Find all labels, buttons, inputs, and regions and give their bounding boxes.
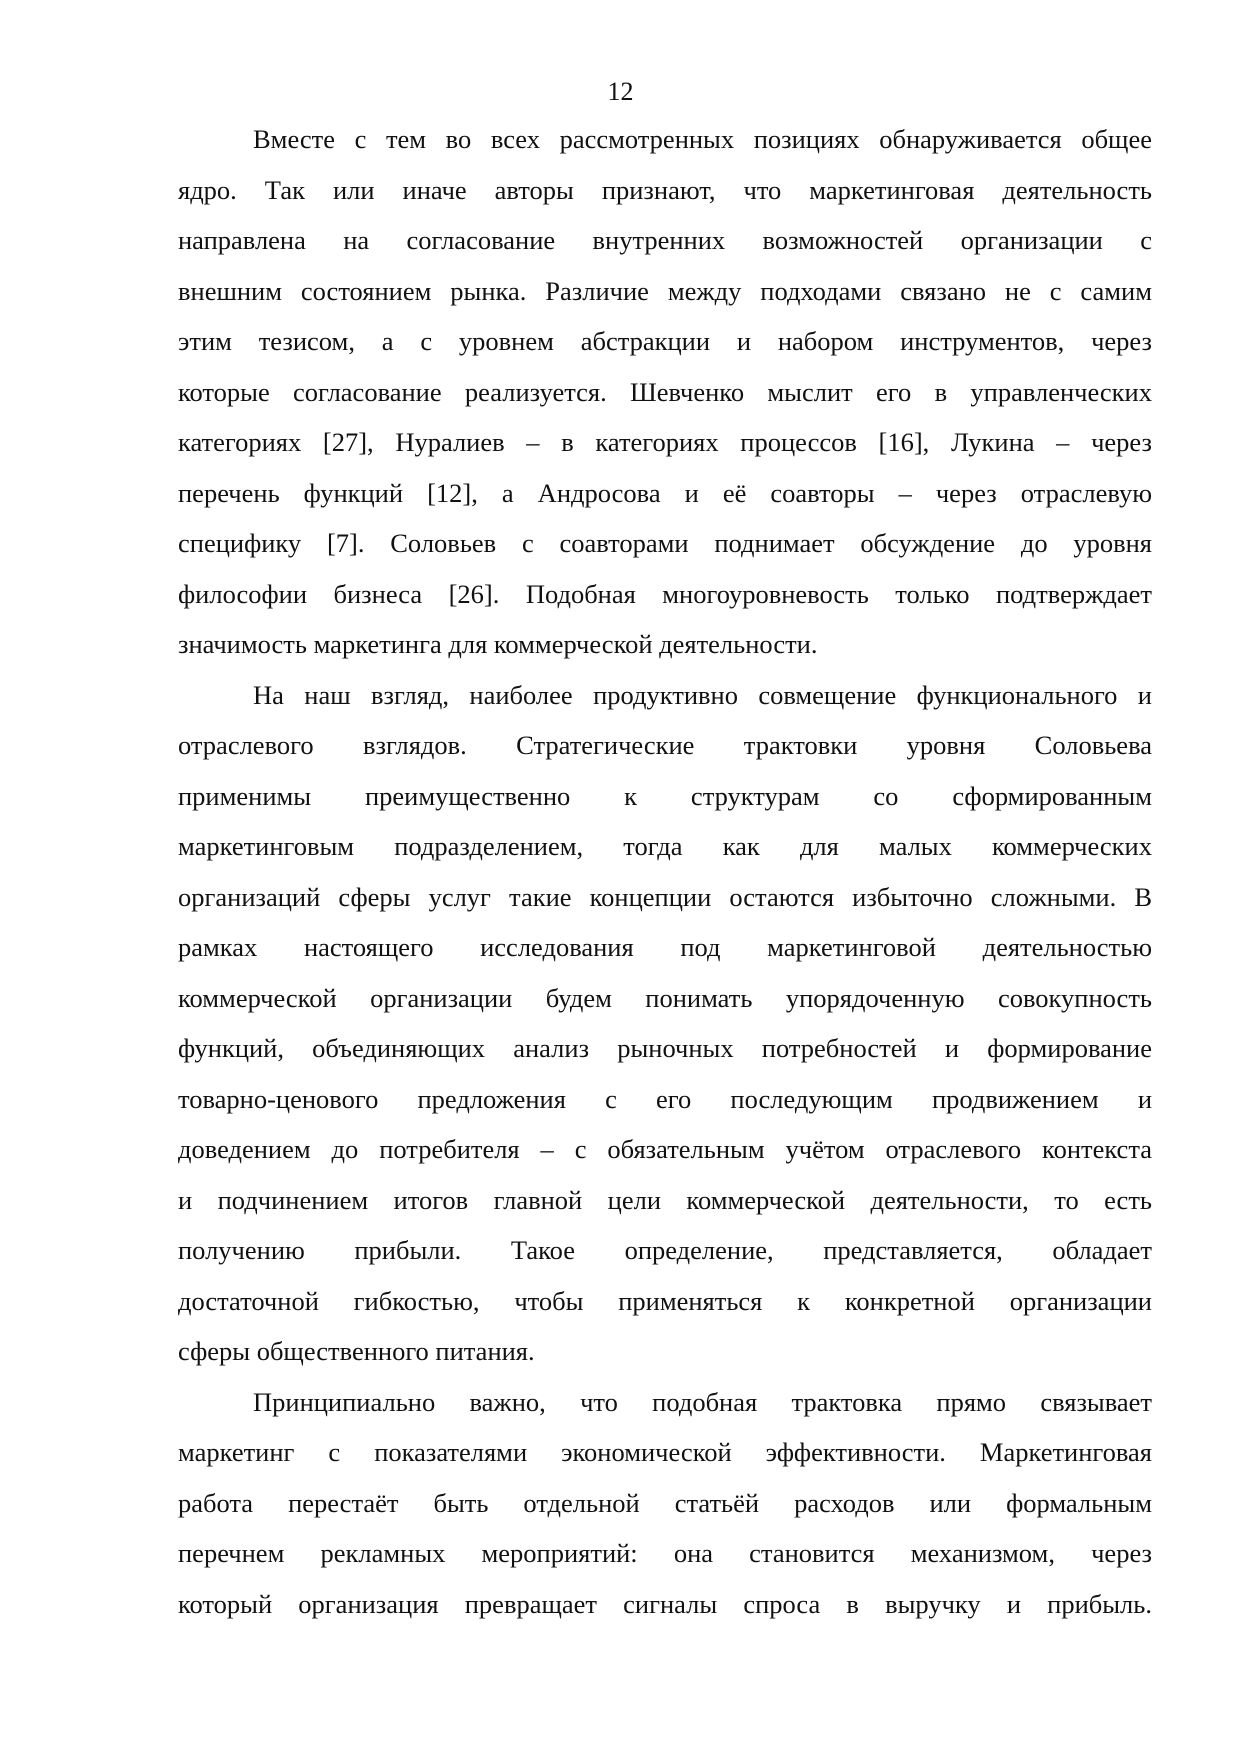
text-line: перечнем рекламных мероприятий: она становится механизмом, через	[178, 1538, 1152, 1568]
text-line: Принципиально важно, что подобная трактовка прямо связывает	[253, 1386, 1152, 1417]
text-line: организаций сферы услуг такие концепции остаются избыточно сложными. В	[178, 881, 1152, 912]
text-line: Вместе с тем во всех рассмотренных позициях обнаруживается общее	[253, 124, 1152, 154]
paragraph	[178, 1377, 1152, 1630]
text-line: направлена на согласование внутренних возможностей организации с	[178, 225, 1152, 255]
text-line: рамках настоящего исследования под маркетинговой деятельностью	[178, 932, 1152, 962]
text-line: доведением до потребителя – с обязательным учётом отраслевого контекста	[178, 1134, 1152, 1164]
text-line: который организация превращает сигналы спроса в выручку и прибыль.	[178, 1588, 1152, 1619]
text-line: товарно-ценового предложения с его последующим продвижением и	[178, 1083, 1152, 1114]
text-line: применимы преимущественно к структурам со сформированным	[178, 780, 1152, 811]
text-line: отраслевого взглядов. Стратегические трактовки уровня Соловьева	[178, 730, 1152, 760]
body-text	[178, 114, 1152, 1629]
text-line: маркетинг с показателями экономической эффективности. Маркетинговая	[178, 1437, 1152, 1467]
text-line: философии бизнеса [26]. Подобная многоуровневость только подтверждает	[178, 578, 1152, 609]
text-line: достаточной гибкостью, чтобы применяться к конкретной организации	[178, 1285, 1152, 1316]
paragraph	[178, 670, 1152, 1377]
text-line: перечень функций [12], а Андросова и её соавторы – через отраслевую	[178, 477, 1152, 508]
text-line: функций, объединяющих анализ рыночных потребностей и формирование	[178, 1033, 1152, 1063]
page-number: 12	[607, 77, 634, 106]
text-line: ядро. Так или иначе авторы признают, что маркетинговая деятельность	[178, 174, 1152, 205]
text-line: категориях [27], Нуралиев – в категориях процессов [16], Лукина – через	[178, 427, 1152, 457]
text-line: получению прибыли. Такое определение, представляется, обладает	[178, 1235, 1152, 1265]
text-line: которые согласование реализуется. Шевченко мыслит его в управленческих	[178, 376, 1152, 407]
text-line: и подчинением итогов главной цели коммерческой деятельности, то есть	[178, 1184, 1152, 1215]
text-line: значимость маркетинга для коммерческой деятельности.	[178, 629, 818, 659]
text-line: специфику [7]. Соловьев с соавторами поднимает обсуждение до уровня	[178, 528, 1152, 558]
text-line: коммерческой организации будем понимать упорядоченную совокупность	[178, 982, 1152, 1013]
text-line: внешним состоянием рынка. Различие между подходами связано не с самим	[178, 275, 1152, 306]
text-line: сферы общественного питания.	[178, 1336, 535, 1366]
paragraph	[178, 114, 1152, 670]
text-line: этим тезисом, а с уровнем абстракции и набором инструментов, через	[178, 326, 1152, 356]
text-line: работа перестаёт быть отдельной статьёй расходов или формальным	[178, 1487, 1152, 1518]
text-line: маркетинговым подразделением, тогда как для малых коммерческих	[178, 831, 1152, 861]
text-line: На наш взгляд, наиболее продуктивно совмещение функционального и	[253, 679, 1152, 710]
